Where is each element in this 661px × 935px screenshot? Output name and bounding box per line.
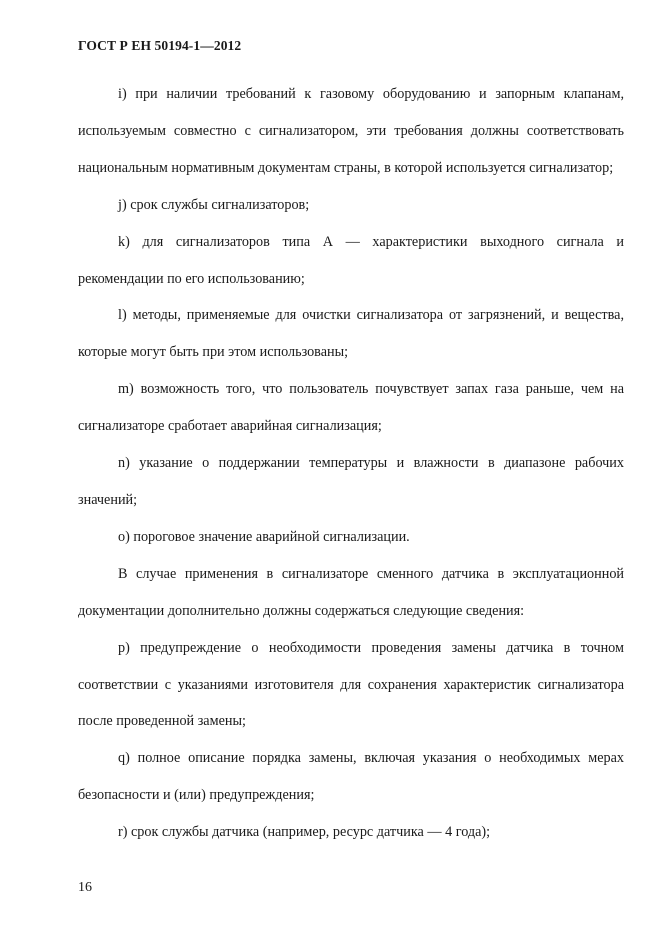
- list-item-k: k) для сигнализаторов типа А — характеристики выходного сигнала и рекомендации по его использованию;: [78, 233, 624, 287]
- list-item-j: j) срок службы сигнализаторов;: [118, 196, 310, 213]
- list-item-i: i) при наличии требований к газовому оборудованию и запорным клапанам, используемым совместно с сигнализатором, эти требования должны соответствовать национальным нормативным документам страны, в которой используется сигнализатор;: [78, 86, 624, 176]
- list-item-n: n) указание о поддержании температуры и влажности в диапазоне рабочих значений;: [78, 455, 624, 508]
- list-item-m: m) возможность того, что пользователь почувствует запах газа раньше, чем на сигнализаторе сработает аварийная сигнализация;: [78, 381, 624, 435]
- list-item-p: p) предупреждение о необходимости проведения замены датчика в точном соответствии с указаниями изготовителя для сохранения характеристик сигнализатора после проведенной замены;: [78, 639, 624, 730]
- page-header-standard-title: ГОСТ Р ЕН 50194-1—2012: [78, 38, 242, 53]
- list-item-o: o) пороговое значение аварийной сигнализации.: [118, 528, 410, 545]
- document-body: [78, 76, 624, 851]
- intro-paragraph-replaceable-sensor: В случае применения в сигнализаторе сменного датчика в эксплуатационной документации дополнительно должны содержаться следующие сведения:: [78, 565, 624, 619]
- list-item-q: q) полное описание порядка замены, включая указания о необходимых мерах безопасности и (или) предупреждения;: [78, 750, 624, 804]
- list-item-r: r) срок службы датчика (например, ресурс датчика — 4 года);: [118, 824, 491, 841]
- page-number: 16: [78, 880, 92, 895]
- list-item-l: l) методы, применяемые для очистки сигнализатора от загрязнений, и вещества, которые могут быть при этом использованы;: [78, 307, 624, 361]
